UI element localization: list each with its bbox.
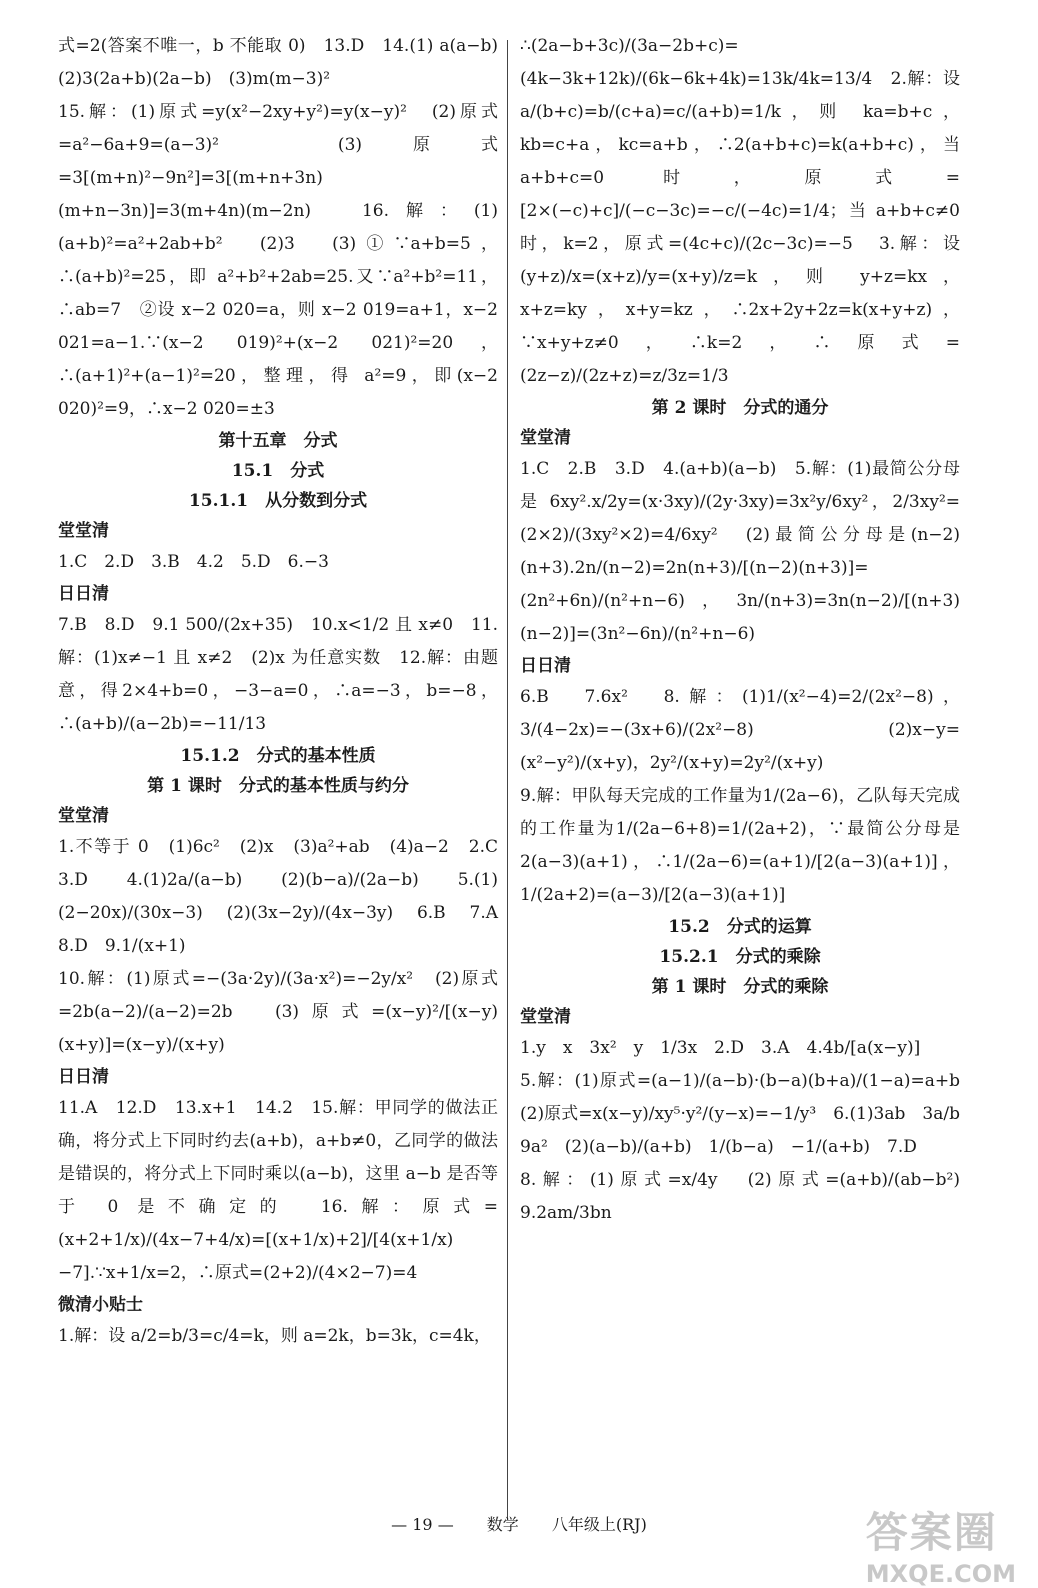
- column-divider: [507, 40, 508, 1520]
- answer-paragraph: 1.解：设 a/2=b/3=c/4=k，则 a=2k，b=3k，c=4k，: [58, 1326, 491, 1346]
- subsection-label: 堂堂清: [520, 428, 571, 448]
- subsection-label: 日日清: [58, 584, 109, 604]
- answer-paragraph: 1.C 2.D 3.B 4.2 5.D 6.−3: [58, 552, 329, 572]
- section-heading: 15.2 分式的运算: [668, 917, 812, 937]
- answer-paragraph: 8.解：(1)原式=x/4y (2)原式=(a+b)/(ab−b²) 9.2am/3bn: [520, 1170, 977, 1223]
- answer-paragraph: 1.C 2.B 3.D 4.(a+b)(a−b) 5.解：(1)最简公分母是 6xy².x/2y=(x·3xy)/(2y·3xy)=3x²y/6xy²，2/3xy²=(2×2)/(3xy²×2)=4/6xy² (2)最简公分母是(n−2)(n+3).2n/(n−2)=2n(n+3)/[(n−2)(n+3)]=(2n²+6n)/(n²+n−6)，3n/(n+3)=3n(n−2)/[(n+3)(n−2)]=(3n²−6n)/(n²+n−6): [520, 459, 960, 644]
- watermark-logo: [866, 1500, 1016, 1588]
- answer-paragraph: 1.y x 3x² y 1/3x 2.D 3.A 4.4b/[a(x−y)]: [520, 1038, 921, 1058]
- section-heading: 15.2.1 分式的乘除: [659, 947, 821, 967]
- subsection-label: 日日清: [58, 1067, 109, 1087]
- subsection-label: 日日清: [520, 656, 571, 676]
- section-heading: 15.1 分式: [231, 461, 325, 481]
- answer-paragraph: 6.B 7.6x² 8.解：(1)1/(x²−4)=2/(2x²−8)，3/(4−2x)=−(3x+6)/(2x²−8) (2)x−y=(x²−y²)/(x+y)，2y²/(x+y)=2y²/(x+y): [520, 687, 960, 773]
- section-heading: 第 1 课时 分式的乘除: [651, 977, 829, 997]
- page-number: — 19 —: [391, 1515, 454, 1534]
- footer-grade: 八年级上(RJ): [551, 1515, 647, 1534]
- answer-paragraph: 9.解：甲队每天完成的工作量为1/(2a−6)，乙队每天完成的工作量为1/(2a−6+8)=1/(2a+2)，∵最简公分母是 2(a−3)(a+1)，∴1/(2a−6)=(a+1)/[2(a−3)(a+1)]，1/(2a+2)=(a−3)/[2(a−3)(a+1)]: [520, 786, 960, 905]
- section-heading: 第 2 课时 分式的通分: [651, 398, 829, 418]
- answer-paragraph: ∴(2a−b+3c)/(3a−2b+c)=(4k−3k+12k)/(6k−6k+4k)=13k/4k=13/4 2.解：设 a/(b+c)=b/(c+a)=c/(a+b)=1/k，则 ka=b+c，kb=c+a，kc=a+b，∴2(a+b+c)=k(a+b+c)，当 a+b+c=0 时，原式=[2×(−c)+c]/(−c−3c)=−c/(−4c)=1/4；当 a+b+c≠0 时，k=2，原式=(4c+c)/(2c−3c)=−5 3.解：设(y+z)/x=(x+z)/y=(x+y)/z=k，则 y+z=kx，x+z=ky，x+y=kz，∴2x+2y+2z=k(x+y+z)，∵x+y+z≠0，∴k=2，∴原式=(2z−z)/(2z+z)=z/3z=1/3: [520, 36, 960, 386]
- right-column: [520, 30, 977, 1230]
- section-heading: 第十五章 分式: [218, 431, 338, 451]
- answer-paragraph: 10.解：(1)原式=−(3a·2y)/(3a·x²)=−2y/x² (2)原式=2b(a−2)/(a−2)=2b (3)原式=(x−y)²/[(x−y)(x+y)]=(x−y)/(x+y): [58, 969, 498, 1055]
- watermark-text: 答案圈: [865, 1508, 998, 1557]
- answer-paragraph: 11.A 12.D 13.x+1 14.2 15.解：甲同学的做法正确，将分式上下同时约去(a+b)，a+b≠0，乙同学的做法是错误的，将分式上下同时乘以(a−b)，这里 a−b 是否等于 0 是不确定的 16.解：原式=(x+2+1/x)/(4x−7+4/x)=[(x+1/x)+2]/[4(x+1/x)−7].∵x+1/x=2，∴原式=(2+2)/(4×2−7)=4: [58, 1098, 498, 1283]
- answer-paragraph: 1.不等于 0 (1)6c² (2)x (3)a²+ab (4)a−2 2.C 3.D 4.(1)2a/(a−b) (2)(b−a)/(2a−b) 5.(1)(2−20x)/(30x−3) (2)(3x−2y)/(4x−3y) 6.B 7.A 8.D 9.1/(x+1): [58, 837, 515, 956]
- answer-paragraph: 15.解：(1)原式=y(x²−2xy+y²)=y(x−y)² (2)原式=a²−6a+9=(a−3)² (3)原式=3[(m+n)²−9n²]=3[(m+n+3n)(m+n−3n)]=3(m+4n)(m−2n) 16.解：(1)(a+b)²=a²+2ab+b² (2)3 (3)①∵a+b=5，∴(a+b)²=25，即 a²+b²+2ab=25.又∵a²+b²=11，∴ab=7 ②设 x−2 020=a，则 x−2 019=a+1，x−2 021=a−1.∵(x−2 019)²+(x−2 021)²=20，∴(a+1)²+(a−1)²=20，整理，得 a²=9，即(x−2 020)²=9，∴x−2 020=±3: [58, 102, 498, 419]
- section-heading: 第 1 课时 分式的基本性质与约分: [147, 776, 409, 796]
- section-heading: 15.1.1 从分数到分式: [188, 491, 368, 511]
- answer-paragraph: 式=2(答案不唯一，b 不能取 0) 13.D 14.(1) a(a−b) (2)3(2a+b)(2a−b) (3)m(m−3)²: [58, 36, 515, 89]
- left-column: [58, 30, 515, 1353]
- subsection-label: 堂堂清: [58, 806, 109, 826]
- answer-paragraph: 7.B 8.D 9.1 500/(2x+35) 10.x<1/2 且 x≠0 11.解：(1)x≠−1 且 x≠2 (2)x 为任意实数 12.解：由题意，得2×4+b=0，−3−a=0，∴a=−3，b=−8，∴(a+b)/(a−2b)=−11/13: [58, 615, 498, 734]
- watermark-url: MXQE.COM: [865, 1560, 1016, 1588]
- subsection-label: 堂堂清: [520, 1007, 571, 1027]
- subsection-label: 堂堂清: [58, 521, 109, 541]
- section-heading: 15.1.2 分式的基本性质: [180, 746, 376, 766]
- footer-subject: 数学: [486, 1515, 519, 1534]
- subsection-label: 微清小贴士: [58, 1295, 143, 1315]
- answer-paragraph: 5.解：(1)原式=(a−1)/(a−b)·(b−a)(b+a)/(1−a)=a+b (2)原式=x(x−y)/xy⁵·y²/(y−x)=−1/y³ 6.(1)3ab 3a/b 9a² (2)(a−b)/(a+b) 1/(b−a) −1/(a+b) 7.D: [520, 1071, 977, 1157]
